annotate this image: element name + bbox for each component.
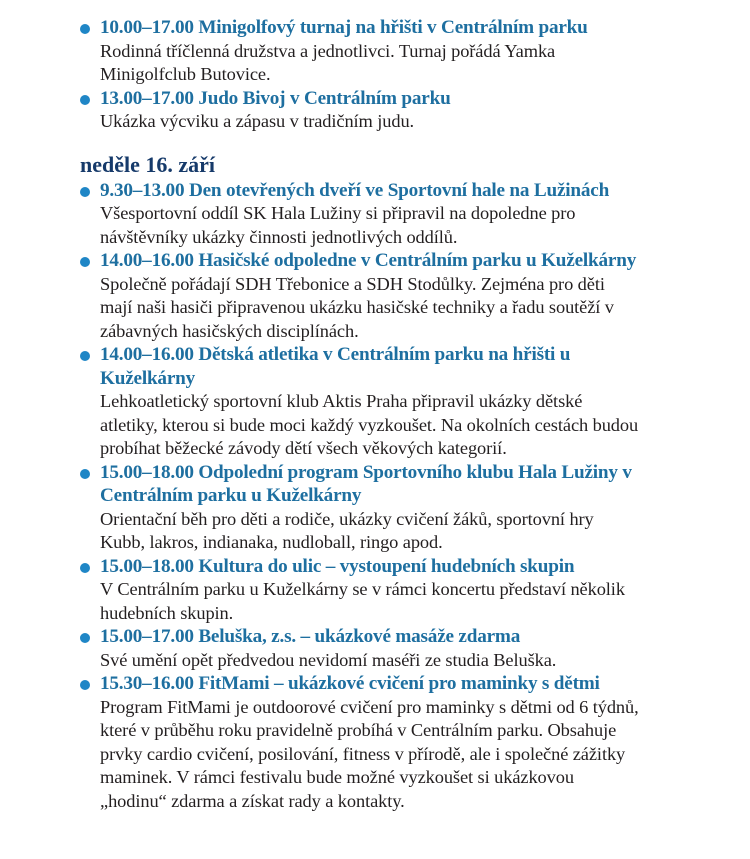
event-item: [80, 179, 640, 250]
event-description: Společně pořádají SDH Třebonice a SDH Stodůlky. Zejména pro děti mají naši hasiči připravenou ukázku hasičské techniky a řadu soutěží v zábavných hasičských disciplínách.: [100, 273, 614, 341]
event-description: Lehkoatletický sportovní klub Aktis Praha připravil ukázky dětské atletiky, kterou si bude moci každý vyzkoušet. Na okolních cestách budou probíhat běžecké závody dětí všech věkových kategorií.: [100, 391, 639, 458]
bullet-icon: [80, 95, 90, 105]
event-item: [80, 343, 640, 461]
bullet-icon: [80, 187, 90, 197]
bullet-icon: [80, 563, 90, 573]
event-title: 15.00–18.00 Odpolední program Sportovního klubu Hala Lužiny v Centrálním parku u Kuželkárny: [100, 461, 632, 506]
event-description: Orientační běh pro děti a rodiče, ukázky cvičení žáků, sportovní hry Kubb, lakros, indianaka, nudloball, ringo apod.: [100, 508, 594, 552]
event-description: Své umění opět předvedou nevidomí maséři ze studia Beluška.: [100, 649, 557, 670]
event-description: Všesportovní oddíl SK Hala Lužiny si připravil na dopoledne pro návštěvníky ukázky činnosti jednotlivých oddílů.: [100, 203, 576, 247]
bullet-icon: [80, 680, 90, 690]
bullet-icon: [80, 633, 90, 643]
event-title: 15.00–18.00 Kultura do ulic – vystoupení hudebních skupin: [100, 555, 575, 577]
event-item: [80, 16, 640, 87]
sunday-events-section: [80, 152, 640, 814]
event-description: Program FitMami je outdoorové cvičení pro maminky s dětmi od 6 týdnů, které v průběhu roku pravidelně probíhá v Centrálním parku. Obsahuje prvky cardio cvičení, posilování, fitness v přírodě, ale i společné zážitky maminek. V rámci festivalu bude možné vyzkoušet si ukázkovou „hodinu“ zdarma a získat rady a kontakty.: [100, 696, 639, 811]
event-title: 14.00–16.00 Hasičské odpoledne v Centrálním parku u Kuželkárny: [100, 250, 637, 271]
event-item: [80, 555, 640, 626]
event-title: 15.30–16.00 FitMami – ukázkové cvičení pro maminky s dětmi: [100, 673, 600, 694]
bullet-icon: [80, 257, 90, 267]
event-title: 14.00–16.00 Dětská atletika v Centrálním parku na hřišti u Kuželkárny: [100, 344, 571, 389]
event-title: 13.00–17.00 Judo Bivoj v Centrálním parku: [100, 87, 451, 109]
event-description: V Centrálním parku u Kuželkárny se v rámci koncertu představí několik hudebních skupin.: [100, 579, 625, 623]
event-title: 10.00–17.00 Minigolfový turnaj na hřišti v Centrálním parku: [100, 17, 588, 38]
event-item: [80, 672, 640, 813]
event-title: 9.30–13.00 Den otevřených dveří ve Sportovní hale na Lužinách: [100, 179, 610, 201]
day-heading: neděle 16. září: [80, 151, 216, 177]
event-item: [80, 461, 640, 555]
bullet-icon: [80, 24, 90, 34]
bullet-icon: [80, 469, 90, 479]
event-description: Ukázka výcviku a zápasu v tradičním judu.: [100, 111, 415, 131]
event-item: [80, 249, 640, 343]
event-title: 15.00–17.00 Beluška, z.s. – ukázkové masáže zdarma: [100, 626, 521, 647]
event-description: Rodinná tříčlenná družstva a jednotlivci. Turnaj pořádá Yamka Minigolfclub Butovice.: [100, 40, 556, 84]
event-item: [80, 87, 640, 134]
bullet-icon: [80, 351, 90, 361]
saturday-events-section: [80, 16, 640, 134]
event-program-page: [80, 16, 640, 813]
event-item: [80, 625, 640, 672]
